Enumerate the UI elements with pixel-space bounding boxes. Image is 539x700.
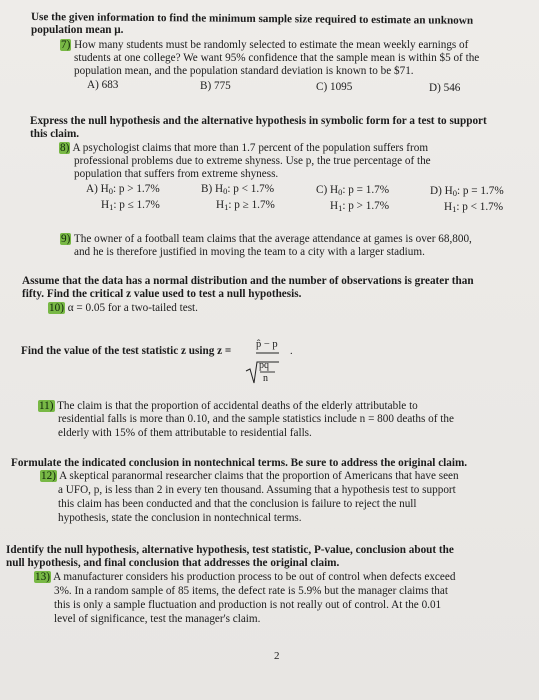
formula-n: n: [263, 373, 268, 384]
question-text: A manufacturer considers his production process to be out of control when defects exceed: [50, 571, 456, 583]
question-text: The owner of a football team claims that the average attendance at games is over 68,800,: [71, 233, 472, 245]
page-number: 2: [274, 650, 280, 662]
answer-choice-a-h1: H1: p ≤ 1.7%: [101, 199, 160, 212]
question-text: this is only a sample fluctuation and production is not really out of control. At the 0.01: [54, 599, 442, 611]
answer-choice-d: D) 546: [429, 82, 461, 94]
question-number: 10): [49, 302, 64, 314]
question-number: 9): [61, 233, 71, 245]
question-text: The claim is that the proportion of accidental deaths of the elderly attributable to: [54, 400, 418, 412]
question-text: 3%. In a random sample of 85 items, the defect rate is 5.9% but the manager claims that: [54, 585, 448, 597]
section-heading: population mean μ.: [31, 24, 124, 36]
question-8-line: [59, 142, 428, 155]
answer-choice-b: B) 775: [200, 80, 231, 92]
answer-choice-c-h0: C) H0: p = 1.7%: [316, 184, 390, 197]
answer-choice-d-h1: H1: p < 1.7%: [444, 201, 504, 214]
formula-pq: pq: [259, 360, 269, 371]
question-text: A psychologist claims that more than 1.7 percent of the population suffers from: [70, 142, 429, 154]
question-text: professional problems due to extreme shyness. Use p, the true percentage of the: [74, 155, 431, 167]
formula-period: .: [290, 346, 293, 357]
question-text: a UFO, p, is less than 2 in every ten thousand. Assuming that a hypothesis test to support: [58, 484, 456, 496]
answer-choice-d-h0: D) H0: p = 1.7%: [430, 185, 504, 198]
section-heading: Express the null hypothesis and the alternative hypothesis in symbolic form for a test to support: [30, 115, 487, 127]
question-12-line: [40, 470, 459, 483]
question-number: 11): [39, 400, 54, 412]
section-heading: Assume that the data has a normal distribution and the number of observations is greater than: [22, 275, 474, 287]
question-number: 12): [41, 470, 56, 482]
answer-choice-a: A) 683: [87, 79, 119, 91]
question-number: 7): [61, 39, 71, 51]
section-heading: Use the given information to find the minimum sample size required to estimate an unknown: [30, 11, 474, 27]
answer-choice-c: C) 1095: [316, 81, 353, 93]
question-9-line: [60, 233, 472, 246]
question-number: 8): [60, 142, 70, 154]
answer-choice-b-h0: B) H0: p < 1.7%: [201, 183, 275, 196]
question-text: residential falls is more than 0.10, and the sample statistics include n = 800 deaths of the: [58, 413, 454, 425]
question-text: population mean, and the population standard deviation is known to be $71.: [74, 65, 414, 77]
answer-choice-b-h1: H1: p ≥ 1.7%: [216, 199, 275, 212]
question-10-line: [48, 302, 198, 315]
question-11-line: [38, 400, 418, 413]
formula-numerator: p̂ − p: [256, 339, 278, 350]
question-7-line: [60, 39, 468, 52]
question-text: α = 0.05 for a two-tailed test.: [64, 302, 198, 314]
section-heading: Find the value of the test statistic z using z =: [21, 345, 232, 357]
question-text: A skeptical paranormal researcher claims that the proportion of Americans that have seen: [56, 470, 459, 482]
question-text: students at one college? We want 95% confidence that the sample mean is within $5 of the: [74, 52, 480, 64]
question-text: this claim has been conducted and that the conclusion is failure to reject the null: [58, 498, 417, 510]
question-13-line: [34, 571, 455, 584]
question-text: level of significance, test the manager's claim.: [54, 613, 261, 625]
section-heading: fifty. Find the critical z value used to test a null hypothesis.: [22, 288, 302, 300]
section-heading: null hypothesis, and final conclusion that addresses the original claim.: [6, 557, 340, 569]
section-heading: this claim.: [30, 128, 80, 140]
question-number: 13): [35, 571, 50, 583]
question-text: hypothesis, state the conclusion in nontechnical terms.: [58, 512, 302, 524]
answer-choice-c-h1: H1: p > 1.7%: [330, 200, 390, 213]
answer-choice-a-h0: A) H0: p > 1.7%: [86, 183, 160, 196]
question-text: population that suffers from extreme shyness.: [74, 168, 279, 180]
question-text: and he is therefore justified in moving the team to a city with a larger stadium.: [74, 246, 425, 258]
question-text: elderly with 15% of them attributable to residential falls.: [58, 427, 312, 439]
question-text: How many students must be randomly selected to estimate the mean weekly earnings of: [71, 39, 469, 51]
section-heading: Identify the null hypothesis, alternative hypothesis, test statistic, P-value, conclusion about the: [6, 544, 454, 556]
section-heading: Formulate the indicated conclusion in nontechnical terms. Be sure to address the original claim.: [11, 457, 468, 469]
